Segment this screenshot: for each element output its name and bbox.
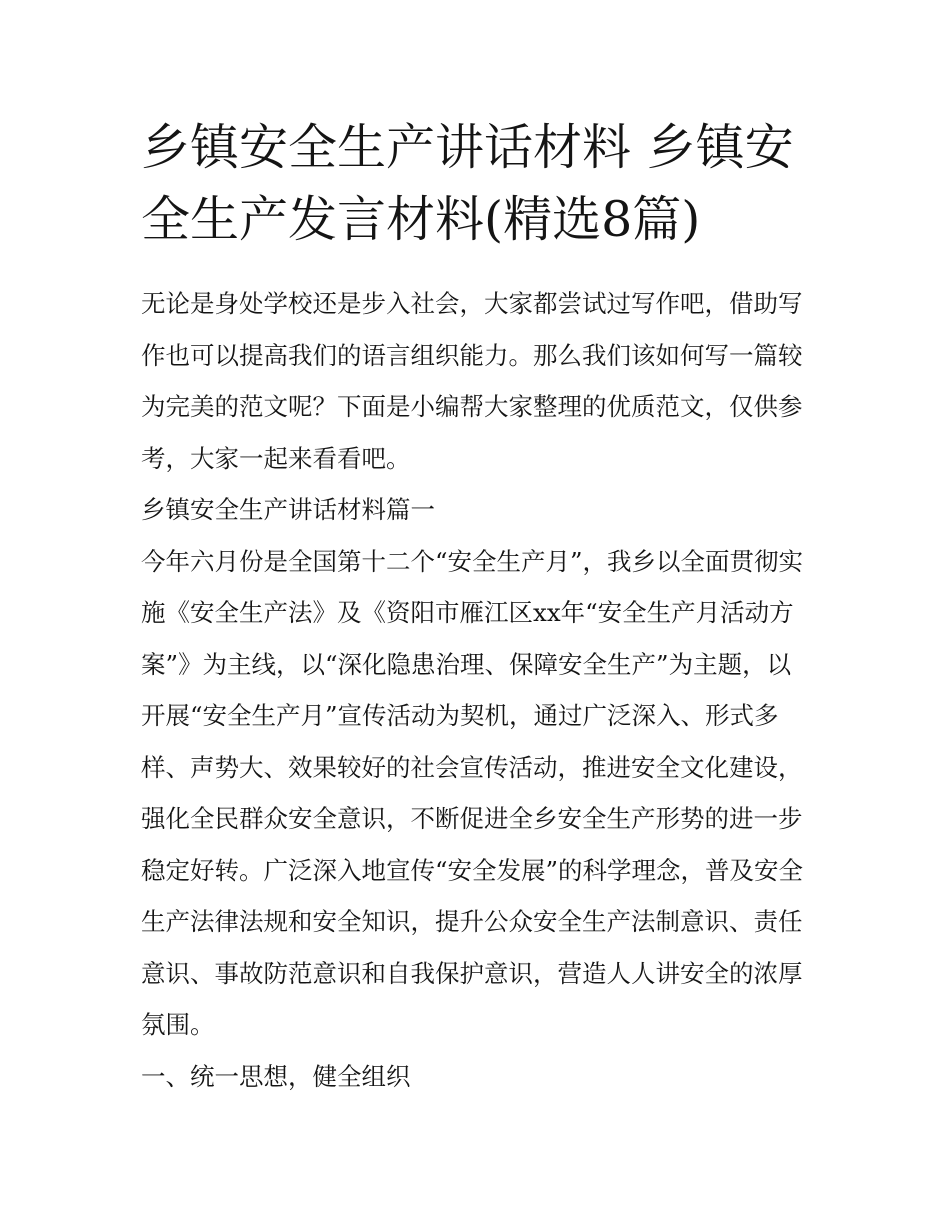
document-body xyxy=(141,112,813,1102)
section-heading: 乡镇安全生产讲话材料篇一 xyxy=(141,495,435,524)
body-paragraph: 今年六月份是全国第十二个“安全生产月”，我乡以全面贯彻实施《安全生产法》及《资阳市雁江区xx年“安全生产月活动方案”》为主线，以“深化隐患治理、保障安全生产”为主题，以开展“安全生产月”宣传活动为契机，通过广泛深入、形式多样、声势大、效果较好的社会宣传活动，推进安全文化建设，强化全民群众安全意识，不断促进全乡安全生产形势的进一步稳定好转。广泛深入地宣传“安全发展”的科学理念，普及安全生产法律法规和安全知识，提升公众安全生产法制意识、责任意识、事故防范意识和自我保护意识，营造人人讲安全的浓厚氛围。 xyxy=(141,546,804,1039)
document-title: 乡镇安全生产讲话材料 乡镇安全生产发言材料(精选8篇) xyxy=(141,119,794,248)
intro-paragraph: 无论是身处学校还是步入社会，大家都尝试过写作吧，借助写作也可以提高我们的语言组织能力。那么我们该如何写一篇较为完美的范文呢？下面是小编帮大家整理的优质范文，仅供参考，大家一起来看看吧。 xyxy=(141,289,803,473)
sub-heading: 一、统一思想，健全组织 xyxy=(141,1061,411,1091)
